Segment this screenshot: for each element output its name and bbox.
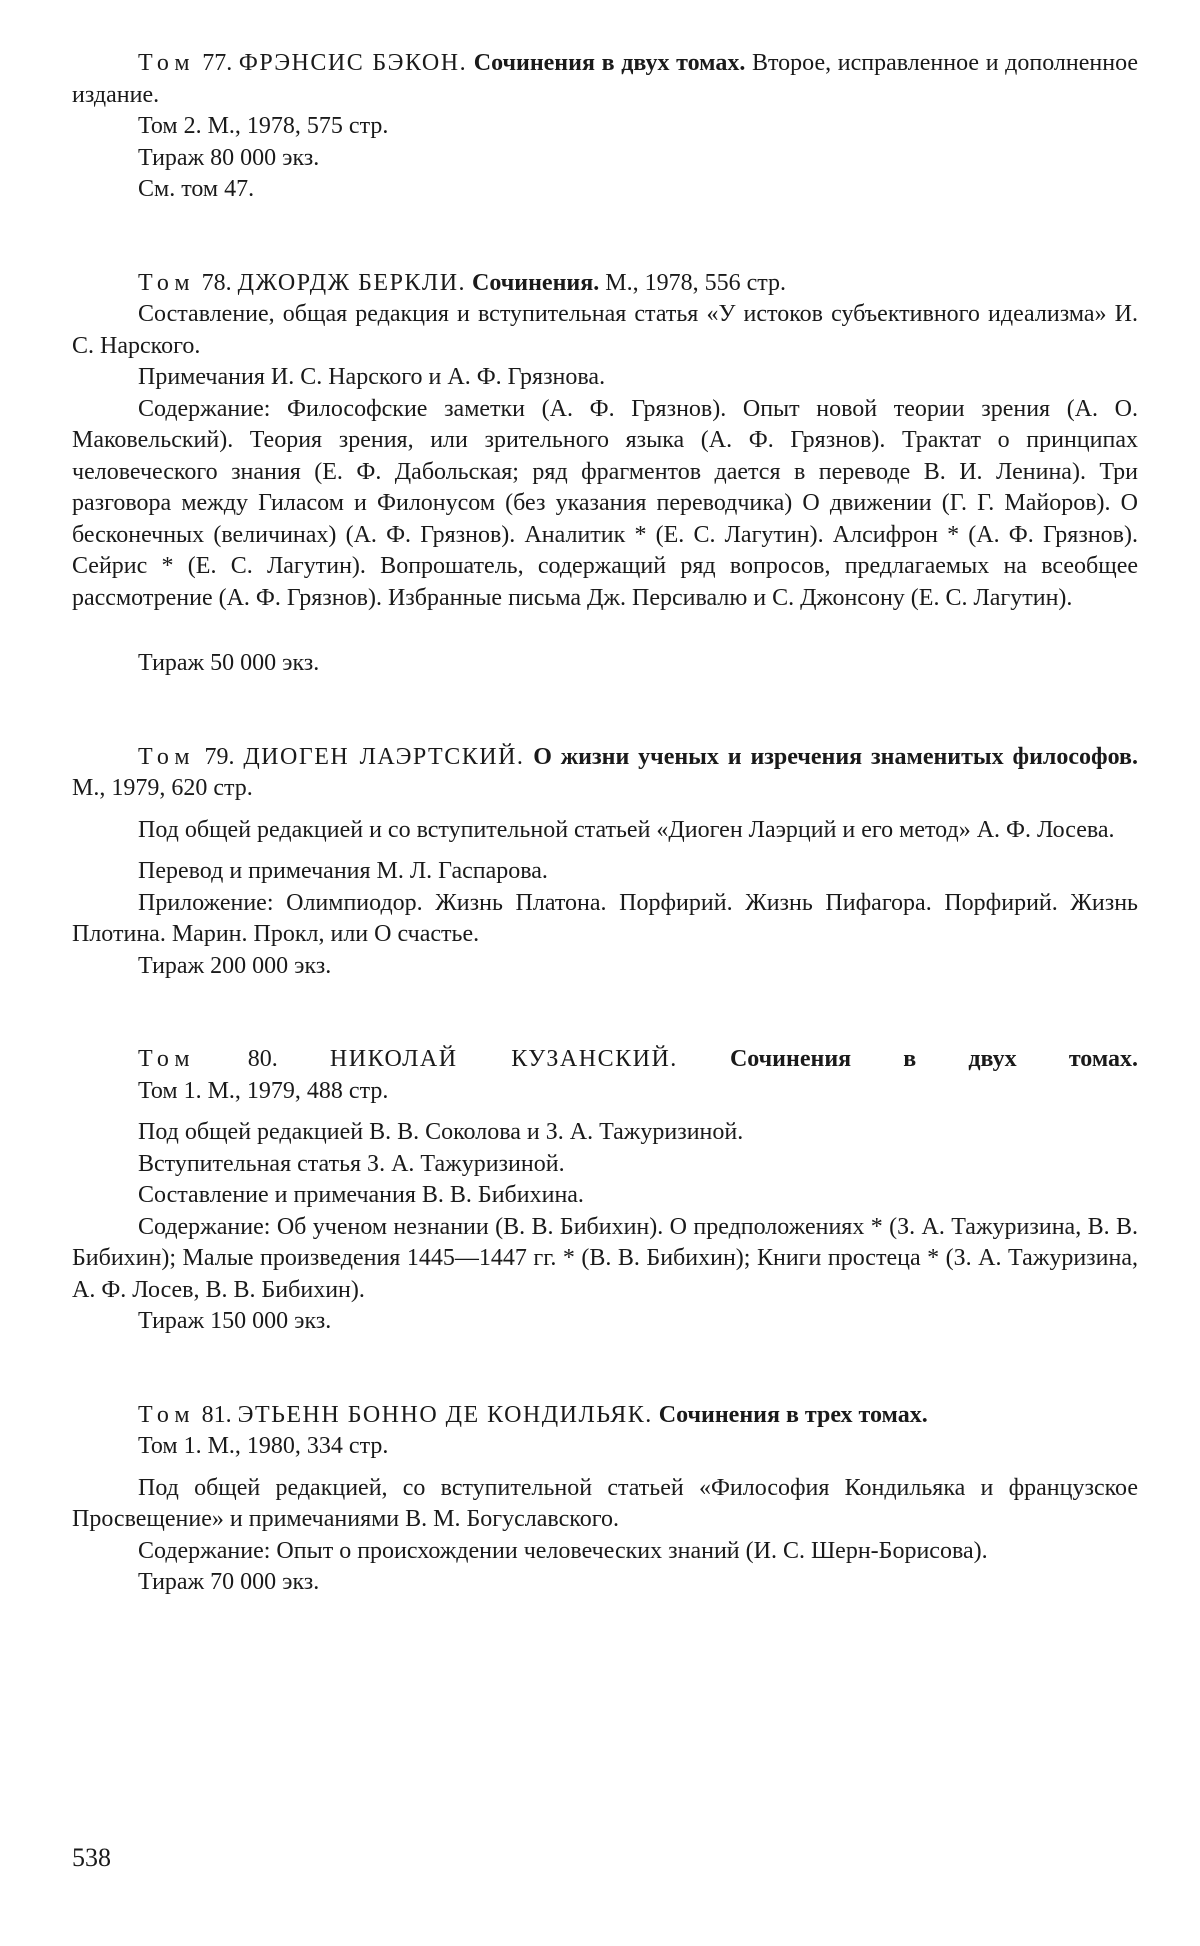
entry-heading xyxy=(72,48,1138,111)
page-number: 538 xyxy=(72,1843,111,1872)
author-name: ДИОГЕН ЛАЭРТСКИЙ. xyxy=(243,743,525,770)
editorial-note: Под общей редакцией, со вступительной статьей «Философия Кондильяка и французское Просвещение» и примечаниями В. М. Богуславского. xyxy=(72,1474,1138,1532)
print-run: Тираж 50 000 экз. xyxy=(138,650,320,676)
entry-line: Том 2. М., 1978, 575 стр. xyxy=(138,113,389,139)
author-name: НИКОЛАЙ КУЗАНСКИЙ. xyxy=(329,1046,678,1072)
work-title-rest: М., 1978, 556 стр. xyxy=(605,269,787,296)
work-title: Сочинения. xyxy=(472,269,600,296)
author-name: ЭТЬЕНН БОННО ДЕ КОНДИЛЬЯК. xyxy=(237,1401,653,1428)
entry-heading xyxy=(72,1400,1138,1432)
volume-number: 79. xyxy=(204,743,235,770)
work-title: О жизни ученых и изречения знаменитых философов. xyxy=(533,743,1139,770)
editorial-note: Под общей редакцией и со вступительной статьей «Диоген Лаэрций и его метод» А. Ф. Лосева. xyxy=(138,816,1115,843)
volume-line: Том 1. М., 1979, 488 стр. xyxy=(138,1077,389,1104)
entry-volume-81 xyxy=(72,1400,1138,1599)
entry-volume-79 xyxy=(72,742,1138,983)
translation-credit: Перевод и примечания М. Л. Гаспарова. xyxy=(138,858,548,884)
entry-heading xyxy=(72,742,1138,805)
appendix-paragraph: Приложение: Олимпиодор. Жизнь Платона. Порфирий. Жизнь Пифагора. Порфирий. Жизнь Плотина. Марин. Прокл, или О счастье. xyxy=(72,889,1138,947)
volume-number: 78. xyxy=(201,269,232,296)
work-title: Сочинения в трех томах. xyxy=(658,1401,928,1428)
work-title-rest: Второе, исправленное и дополненное издание. xyxy=(72,50,1139,108)
work-title: Сочинения в двух томах. xyxy=(729,1046,1139,1072)
volume-number: 77. xyxy=(202,50,233,76)
work-title-rest: М., 1979, 620 стр. xyxy=(72,775,253,801)
contents-paragraph: Содержание: Философские заметки (А. Ф. Грязнов). Опыт новой теории зрения (А. О. Маковельский). Теория зрения, или зрительного языка (А. Ф. Грязнов). Трактат о принципах человеческого знания (Е. Ф. Дабольская; ряд фрагментов дается в переводе В. И. Ленина). Три разговора между Гиласом и Филонусом (без указания переводчика) О движении (Г. Г. Майоров). О бесконечных (величинах) (А. Ф. Грязнов). Аналитик * (Е. С. Лагутин). Алсифрон * (А. Ф. Грязнов). Сейрис * (Е. С. Лагутин). Вопрошатель, содержащий ряд вопросов, предлагаемых на всеобщее рассмотрение (А. Ф. Грязнов). Избранные письма Дж. Персивалю и С. Джонсону (Е. С. Лагутин). xyxy=(72,395,1138,611)
print-run: Тираж 150 000 экз. xyxy=(138,1308,332,1334)
entry-volume-77 xyxy=(72,48,1138,206)
notes-credit: Примечания И. С. Нарского и А. Ф. Грязнова. xyxy=(138,364,606,390)
introduction-credit: Вступительная статья З. А. Тажуризиной. xyxy=(138,1150,565,1177)
entry-heading xyxy=(72,268,1138,300)
entry-volume-78 xyxy=(72,268,1138,680)
print-run: Тираж 80 000 экз. xyxy=(138,144,320,171)
print-run: Тираж 70 000 экз. xyxy=(138,1569,320,1595)
volume-label: Том xyxy=(138,269,196,296)
work-title: Сочинения в двух томах. xyxy=(473,50,746,76)
editorial-note: Составление, общая редакция и вступительная статья «У истоков субъективного идеализма» И. С. Нарского. xyxy=(72,301,1138,359)
volume-label: Том xyxy=(138,743,196,770)
notes-credit: Составление и примечания В. В. Бибихина. xyxy=(138,1182,584,1208)
volume-line: Том 1. М., 1980, 334 стр. xyxy=(138,1433,389,1459)
entry-heading xyxy=(72,1044,1138,1076)
cross-reference: См. том 47. xyxy=(138,176,255,202)
print-run: Тираж 200 000 экз. xyxy=(138,952,332,979)
volume-number: 80. xyxy=(247,1046,278,1072)
editorial-note: Под общей редакцией В. В. Соколова и З. А. Тажуризиной. xyxy=(138,1119,744,1145)
author-name: ФРЭНСИС БЭКОН. xyxy=(238,50,468,76)
contents-paragraph: Содержание: Опыт о происхождении человеческих знаний (И. С. Шерн-Борисова). xyxy=(138,1537,988,1564)
volume-label: Том xyxy=(138,1401,196,1428)
volume-label: Том xyxy=(138,1046,196,1072)
entry-volume-80 xyxy=(72,1044,1138,1338)
volume-label: Том xyxy=(138,50,196,76)
volume-number: 81. xyxy=(201,1401,232,1428)
author-name: ДЖОРДЖ БЕРКЛИ. xyxy=(237,269,467,296)
page-content xyxy=(72,48,1138,1599)
contents-paragraph: Содержание: Об ученом незнании (В. В. Бибихин). О предположениях * (З. А. Тажуризина, В. В. Бибихин); Малые произведения 1445—1447 гг. * (В. В. Бибихин); Книги простеца * (З. А. Тажуризина, А. Ф. Лосев, В. В. Бибихин). xyxy=(72,1213,1138,1303)
